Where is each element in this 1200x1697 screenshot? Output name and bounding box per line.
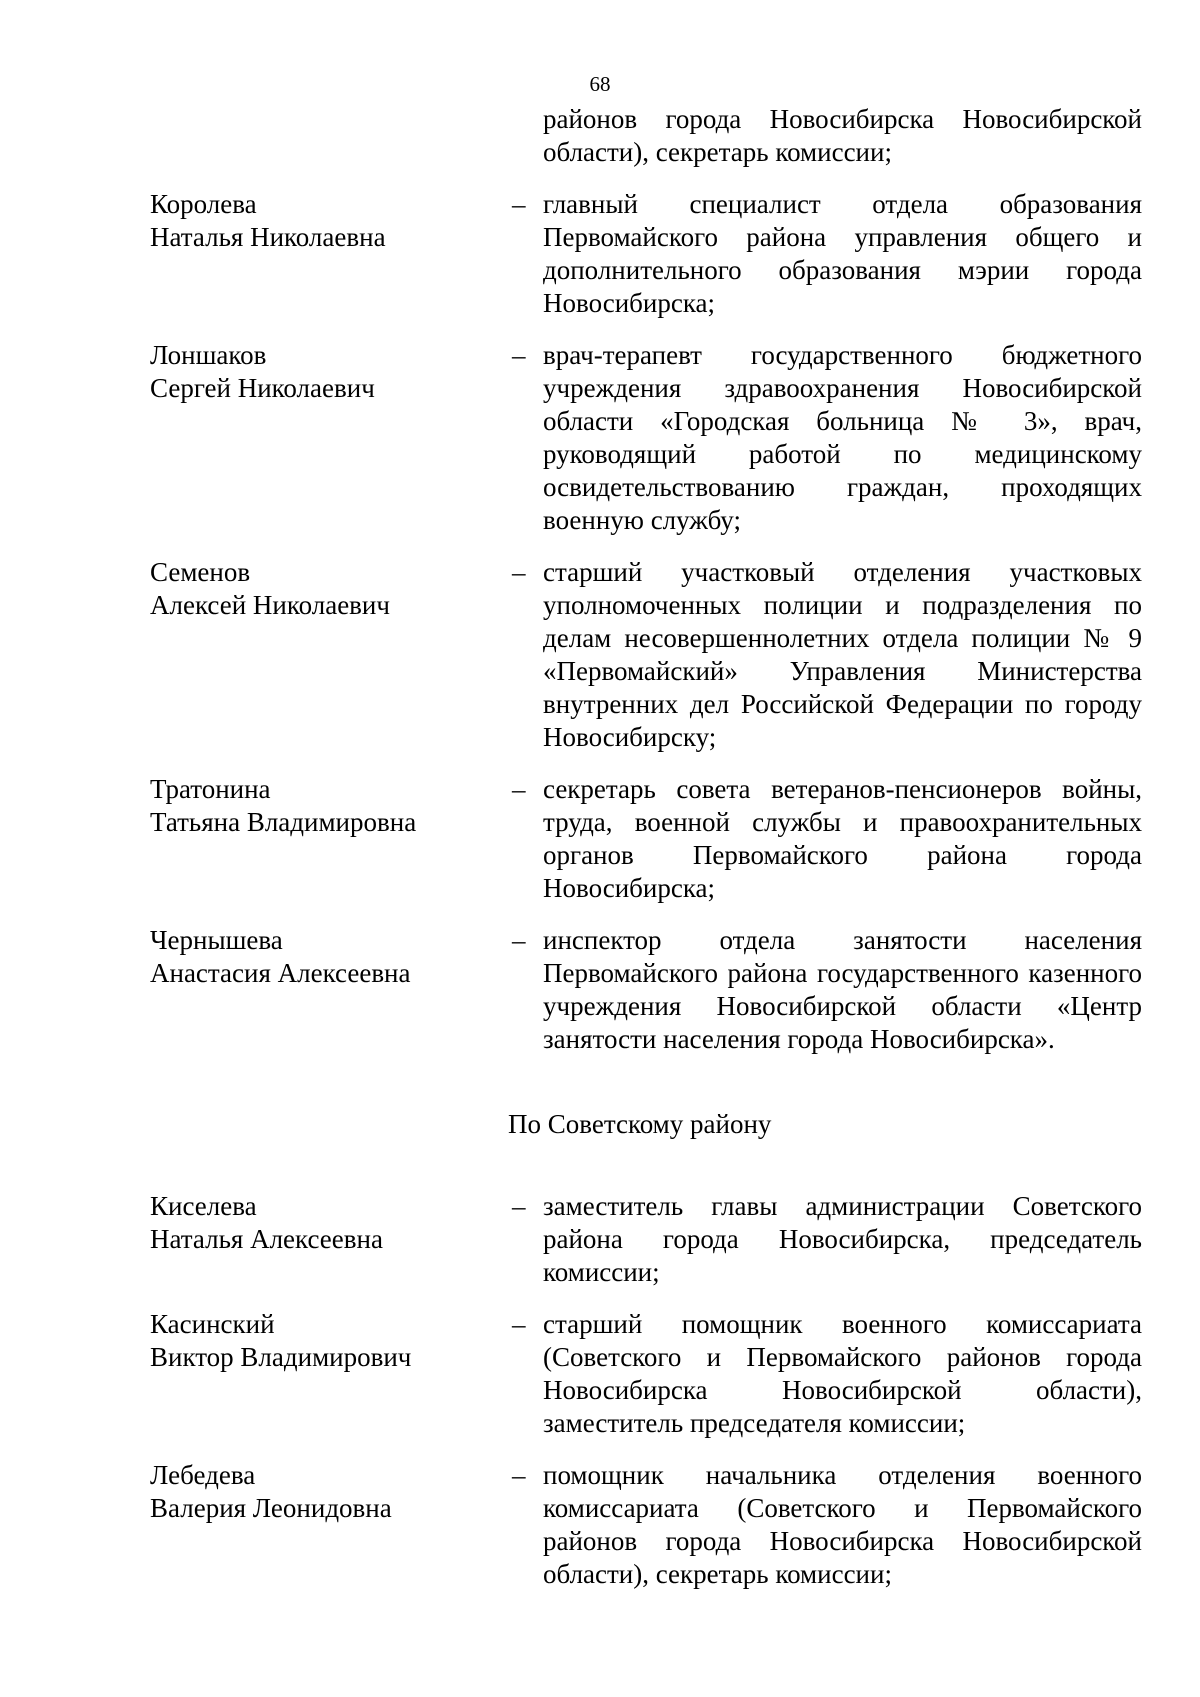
continued-entry bbox=[150, 103, 1142, 169]
member-entry bbox=[150, 339, 1142, 537]
member-entry bbox=[150, 188, 1142, 320]
member-entry bbox=[150, 1190, 1142, 1289]
member-name bbox=[150, 556, 480, 622]
document-body bbox=[150, 103, 1142, 1591]
member-entry bbox=[150, 924, 1142, 1056]
member-given-name: Наталья Алексеевна bbox=[150, 1224, 383, 1254]
dash-separator: – bbox=[512, 1191, 526, 1221]
member-description: главный специалист отдела образования Первомайского района управления общего и дополнительного образования мэрии города Новосибирска; bbox=[543, 189, 1142, 318]
member-surname: Королева bbox=[150, 189, 257, 219]
member-description: помощник начальника отделения военного комиссариата (Советского и Первомайского районов города Новосибирска Новосибирской области), секретарь комиссии; bbox=[543, 1460, 1142, 1589]
member-surname: Чернышева bbox=[150, 925, 283, 955]
member-name bbox=[150, 924, 480, 990]
member-name bbox=[150, 1308, 480, 1374]
member-given-name: Сергей Николаевич bbox=[150, 373, 375, 403]
member-name bbox=[150, 339, 480, 405]
member-name bbox=[150, 188, 480, 254]
dash-separator: – bbox=[512, 557, 526, 587]
dash-separator: – bbox=[512, 340, 526, 370]
member-given-name: Татьяна Владимировна bbox=[150, 807, 417, 837]
member-description: секретарь совета ветеранов-пенсионеров войны, труда, военной службы и правоохранительных органов Первомайского района города Новосибирска; bbox=[543, 774, 1142, 903]
member-given-name: Виктор Владимирович bbox=[150, 1342, 412, 1372]
dash-separator: – bbox=[512, 189, 526, 219]
dash-separator: – bbox=[512, 1309, 526, 1339]
member-surname: Лоншаков bbox=[150, 340, 267, 370]
member-description: инспектор отдела занятости населения Первомайского района государственного казенного учреждения Новосибирской области «Центр занятости населения города Новосибирска». bbox=[543, 925, 1142, 1054]
member-entry bbox=[150, 556, 1142, 754]
member-entry bbox=[150, 1459, 1142, 1591]
member-name bbox=[150, 773, 480, 839]
member-description: старший помощник военного комиссариата (Советского и Первомайского районов города Новосибирска Новосибирской области), заместитель председателя комиссии; bbox=[543, 1309, 1142, 1438]
member-surname: Семенов bbox=[150, 557, 251, 587]
member-name bbox=[150, 1459, 480, 1525]
member-given-name: Анастасия Алексеевна bbox=[150, 958, 411, 988]
member-surname: Тратонина bbox=[150, 774, 271, 804]
member-name bbox=[150, 1190, 480, 1256]
member-surname: Касинский bbox=[150, 1309, 275, 1339]
member-surname: Лебедева bbox=[150, 1460, 256, 1490]
member-description: старший участковый отделения участковых уполномоченных полиции и подразделения по делам несовершеннолетних отдела полиции № 9 «Первомайский» Управления Министерства внутренних дел Российской Федерации по городу Новосибирску; bbox=[543, 557, 1142, 752]
member-description: районов города Новосибирска Новосибирской области), секретарь комиссии; bbox=[543, 104, 1142, 167]
dash-separator: – bbox=[512, 925, 526, 955]
page-number: 68 bbox=[589, 72, 611, 96]
member-given-name: Алексей Николаевич bbox=[150, 590, 390, 620]
member-entry bbox=[150, 773, 1142, 905]
member-given-name: Валерия Леонидовна bbox=[150, 1493, 392, 1523]
dash-separator: – bbox=[512, 1460, 526, 1490]
dash-separator: – bbox=[512, 774, 526, 804]
member-description: заместитель главы администрации Советского района города Новосибирска, председатель комиссии; bbox=[543, 1191, 1142, 1287]
section-heading: По Советскому району bbox=[508, 1109, 772, 1139]
member-description: врач-терапевт государственного бюджетного учреждения здравоохранения Новосибирской области «Городская больница № 3», врач, руководящий работой по медицинскому освидетельствованию граждан, проходящих военную службу; bbox=[543, 340, 1142, 535]
member-entry bbox=[150, 1308, 1142, 1440]
member-surname: Киселева bbox=[150, 1191, 257, 1221]
member-given-name: Наталья Николаевна bbox=[150, 222, 386, 252]
